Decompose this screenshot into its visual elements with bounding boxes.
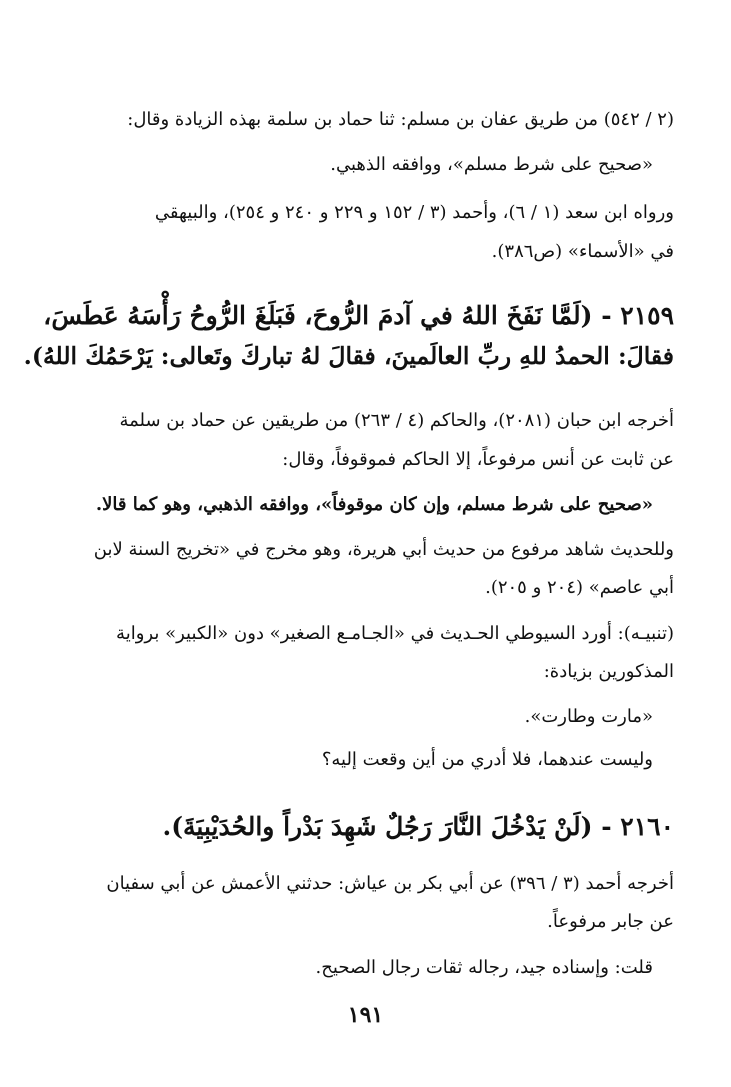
page-number: ١٩١	[347, 1002, 384, 1028]
text-line-1: (٢ / ٥٤٢) من طريق عفان بن مسلم: ثنا حماد بن سلمة بهذه الزيادة وقال:	[127, 109, 674, 130]
text-line-7: «صحيح على شرط مسلم، وإن كان موقوفاً»، ووافقه الذهبي، وهو كما قالا.	[95, 494, 653, 515]
text-line-2: «صحيح على شرط مسلم»، ووافقه الذهبي.	[330, 154, 653, 175]
text-line-14: أخرجه أحمد (٣ / ٣٩٦) عن أبي بكر بن عياش: حدثني الأعمش عن أبي سفيان	[106, 873, 674, 894]
text-line-3: ورواه ابن سعد (١ / ٦)، وأحمد (٣ / ١٥٢ و ٢٢٩ و ٢٤٠ و ٢٥٤)، والبيهقي	[154, 202, 674, 223]
text-line-16: قلت: وإسناده جيد، رجاله ثقات رجال الصحيح.	[315, 957, 653, 978]
text-line-13: وليست عندهما، فلا أدري من أين وقعت إليه؟	[321, 749, 653, 770]
text-line-4: في «الأسماء» (ص٣٨٦).	[491, 241, 674, 262]
hadith-2160: ٢١٦٠ - (لَنْ يَدْخُلَ النَّارَ رَجُلٌ شَهِدَ بَدْراً والحُدَيْبِيَةَ).	[162, 812, 674, 841]
text-line-12: «مارت وطارت».	[524, 706, 653, 727]
text-line-5: أخرجه ابن حبان (٢٠٨١)، والحاكم (٤ / ٢٦٣) من طريقين عن حماد بن سلمة	[119, 410, 674, 431]
hadith-2159-line-2: فقالَ: الحمدُ للهِ ربِّ العالَمينَ، فقالَ لهُ تباركَ وتَعالى: يَرْحَمُكَ اللهُ).	[23, 342, 674, 370]
text-line-9: أبي عاصم» (٢٠٤ و ٢٠٥).	[485, 577, 674, 598]
hadith-2159-line-1: ٢١٥٩ - (لَمَّا نَفَخَ اللهُ في آدمَ الرُّوحَ، فَبَلَغَ الرُّوحُ رَأْسَهُ عَطَسَ،	[43, 301, 674, 330]
text-line-8: وللحديث شاهد مرفوع من حديث أبي هريرة، وهو مخرج في «تخريج السنة لابن	[93, 539, 674, 560]
text-line-6: عن ثابت عن أنس مرفوعاً، إلا الحاكم فموقوفاً، وقال:	[282, 449, 674, 470]
text-line-11: المذكورين بزيادة:	[543, 661, 674, 682]
text-line-10: (تنبيـه): أورد السيوطي الحـديث في «الجـامـع الصغير» دون «الكبير» برواية	[116, 623, 674, 644]
text-line-15: عن جابر مرفوعاً.	[547, 911, 674, 932]
